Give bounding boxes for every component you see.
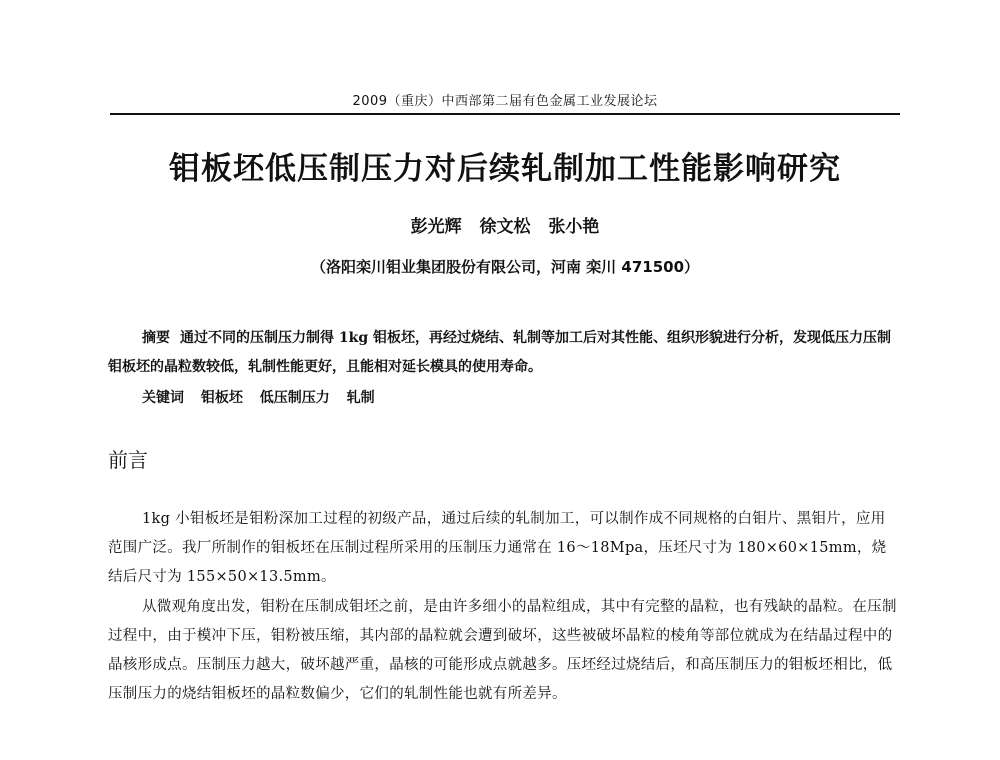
abstract-label: 摘要 bbox=[142, 330, 170, 346]
body-paragraph: 1kg 小钼板坯是钼粉深加工过程的初级产品，通过后续的轧制加工，可以制作成不同规格的白钼片、黑钼片，应用范围广泛。我厂所制作的钼板坯在压制过程所采用的压制压力通常在 16～18Mpa，压坯尺寸为 180×60×15mm，烧结后尺寸为 155×50×13.5mm。 bbox=[108, 511, 887, 585]
abstract bbox=[108, 324, 900, 382]
header-rule bbox=[110, 113, 900, 115]
author-name: 徐文松 bbox=[479, 217, 531, 237]
author-name: 张小艳 bbox=[548, 217, 600, 237]
author-name: 彭光辉 bbox=[410, 217, 462, 237]
running-header: 2009（重庆）中西部第二届有色金属工业发展论坛 bbox=[352, 94, 658, 109]
body-paragraph: 从微观角度出发，钼粉在压制成钼坯之前，是由许多细小的晶粒组成，其中有完整的晶粒，也有残缺的晶粒。在压制过程中，由于模冲下压，钼粉被压缩，其内部的晶粒就会遭到破坏，这些被破坏晶粒的棱角等部位就成为在结晶过程中的晶核形成点。压制压力越大，破坏越严重，晶核的可能形成点就越多。压坯经过烧结后，和高压制压力的钼板坯相比，低压制压力的烧结钼板坯的晶粒数偏少，它们的轧制性能也就有所差异。 bbox=[108, 599, 897, 702]
keyword: 低压制压力 bbox=[259, 390, 330, 406]
keyword: 轧制 bbox=[346, 390, 375, 406]
abstract-text: 通过不同的压制压力制得 1kg 钼板坯，再经过烧结、轧制等加工后对其性能、组织形貌进行分析，发现低压力压制钼板坯的晶粒数较低，轧制性能更好，且能相对延长模具的使用寿命。 bbox=[108, 330, 891, 375]
paper-title: 钼板坯低压制压力对后续轧制加工性能影响研究 bbox=[169, 151, 841, 187]
keywords-label: 关键词 bbox=[142, 390, 184, 406]
section-heading: 前言 bbox=[108, 448, 148, 472]
keyword: 钼板坯 bbox=[200, 390, 243, 406]
affiliation: （洛阳栾川钼业集团股份有限公司，河南 栾川 471500） bbox=[310, 258, 700, 276]
keywords bbox=[142, 387, 387, 407]
author-list bbox=[100, 212, 910, 237]
